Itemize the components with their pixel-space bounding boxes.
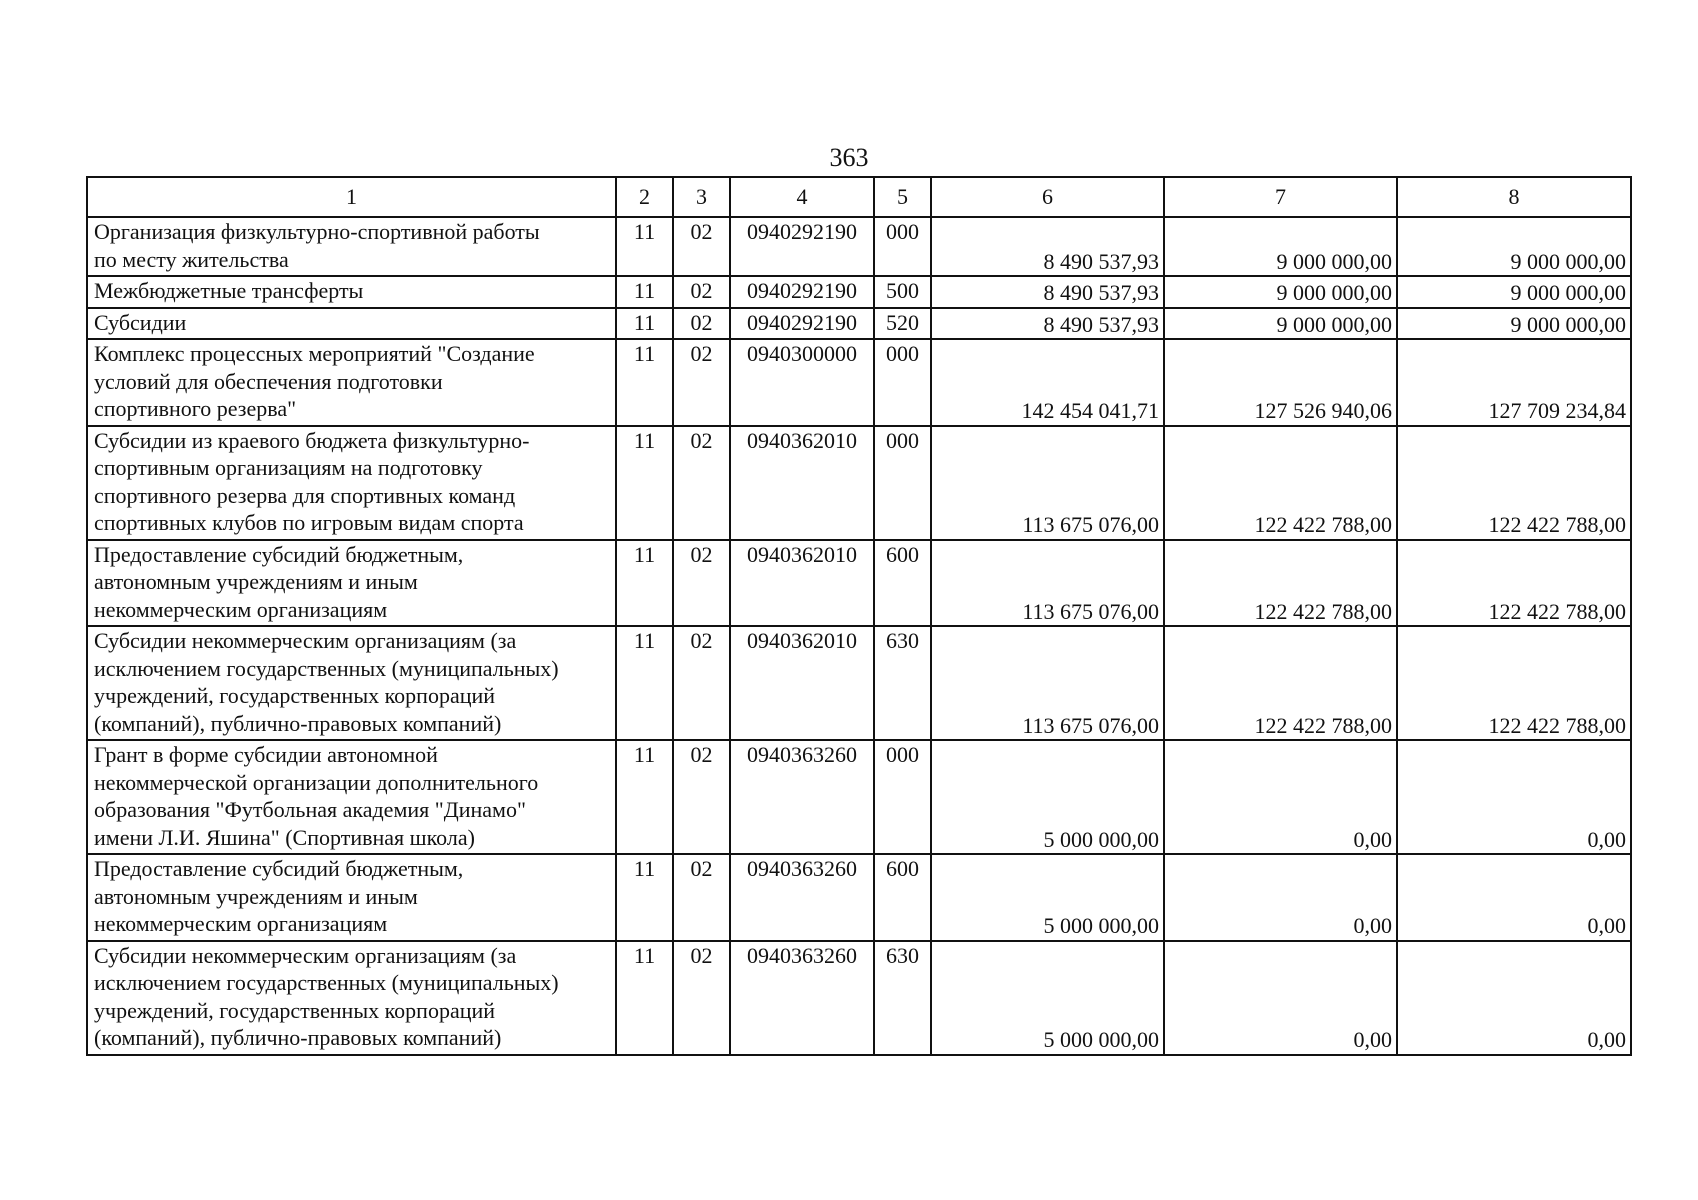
table-row (87, 276, 1631, 308)
expense-type-cell: 630 (874, 626, 931, 740)
subsection-code-cell: 02 (673, 540, 730, 627)
section-code-cell: 11 (616, 941, 673, 1055)
table-row (87, 740, 1631, 854)
amount-col7-cell: 122 422 788,00 (1164, 626, 1397, 740)
table-row (87, 426, 1631, 540)
target-article-cell: 0940292190 (730, 217, 874, 276)
header-cell: 7 (1164, 177, 1397, 217)
expense-type-cell: 600 (874, 854, 931, 941)
amount-col7-cell: 127 526 940,06 (1164, 339, 1397, 426)
section-code-cell: 11 (616, 740, 673, 854)
row-name-cell: Организация физкультурно-спортивной работы по месту жительства (87, 217, 616, 276)
section-code-cell: 11 (616, 217, 673, 276)
row-name-cell: Субсидии (87, 308, 616, 340)
table-row (87, 217, 1631, 276)
subsection-code-cell: 02 (673, 740, 730, 854)
amount-col6-cell: 8 490 537,93 (931, 276, 1164, 308)
target-article-cell: 0940362010 (730, 426, 874, 540)
header-cell: 4 (730, 177, 874, 217)
amount-col8-cell: 127 709 234,84 (1397, 339, 1631, 426)
amount-col6-cell: 5 000 000,00 (931, 941, 1164, 1055)
page-number: 363 (829, 143, 869, 172)
amount-col6-cell: 113 675 076,00 (931, 626, 1164, 740)
amount-col8-cell: 9 000 000,00 (1397, 276, 1631, 308)
target-article-cell: 0940363260 (730, 740, 874, 854)
amount-col8-cell: 9 000 000,00 (1397, 308, 1631, 340)
table-row (87, 339, 1631, 426)
budget-table (86, 176, 1632, 1056)
amount-col7-cell: 122 422 788,00 (1164, 426, 1397, 540)
expense-type-cell: 500 (874, 276, 931, 308)
amount-col7-cell: 0,00 (1164, 941, 1397, 1055)
section-code-cell: 11 (616, 854, 673, 941)
section-code-cell: 11 (616, 276, 673, 308)
header-cell: 5 (874, 177, 931, 217)
expense-type-cell: 000 (874, 217, 931, 276)
expense-type-cell: 520 (874, 308, 931, 340)
target-article-cell: 0940363260 (730, 854, 874, 941)
target-article-cell: 0940300000 (730, 339, 874, 426)
amount-col8-cell: 9 000 000,00 (1397, 217, 1631, 276)
subsection-code-cell: 02 (673, 854, 730, 941)
table-row (87, 540, 1631, 627)
amount-col8-cell: 122 422 788,00 (1397, 540, 1631, 627)
table-row (87, 626, 1631, 740)
amount-col6-cell: 8 490 537,93 (931, 217, 1164, 276)
subsection-code-cell: 02 (673, 426, 730, 540)
target-article-cell: 0940362010 (730, 626, 874, 740)
amount-col7-cell: 9 000 000,00 (1164, 276, 1397, 308)
row-name-cell: Субсидии из краевого бюджета физкультурно- спортивным организациям на подготовку спортивного резерва для спортивных команд спортивных клубов по игровым видам спорта (87, 426, 616, 540)
row-name-cell: Комплекс процессных мероприятий "Создание условий для обеспечения подготовки спортивного резерва" (87, 339, 616, 426)
subsection-code-cell: 02 (673, 626, 730, 740)
amount-col6-cell: 5 000 000,00 (931, 854, 1164, 941)
section-code-cell: 11 (616, 540, 673, 627)
expense-type-cell: 630 (874, 941, 931, 1055)
expense-type-cell: 000 (874, 426, 931, 540)
table-row (87, 308, 1631, 340)
row-name-cell: Предоставление субсидий бюджетным, автономным учреждениям и иным некоммерческим организациям (87, 854, 616, 941)
amount-col7-cell: 122 422 788,00 (1164, 540, 1397, 627)
subsection-code-cell: 02 (673, 941, 730, 1055)
amount-col6-cell: 113 675 076,00 (931, 426, 1164, 540)
header-cell: 6 (931, 177, 1164, 217)
amount-col8-cell: 0,00 (1397, 941, 1631, 1055)
row-name-cell: Субсидии некоммерческим организациям (за исключением государственных (муниципальных) учреждений, государственных корпораций (компаний), публично-правовых компаний) (87, 941, 616, 1055)
section-code-cell: 11 (616, 339, 673, 426)
row-name-cell: Субсидии некоммерческим организациям (за исключением государственных (муниципальных) учреждений, государственных корпораций (компаний), публично-правовых компаний) (87, 626, 616, 740)
section-code-cell: 11 (616, 308, 673, 340)
subsection-code-cell: 02 (673, 276, 730, 308)
amount-col7-cell: 9 000 000,00 (1164, 217, 1397, 276)
subsection-code-cell: 02 (673, 308, 730, 340)
row-name-cell: Межбюджетные трансферты (87, 276, 616, 308)
amount-col7-cell: 0,00 (1164, 854, 1397, 941)
expense-type-cell: 000 (874, 740, 931, 854)
amount-col6-cell: 5 000 000,00 (931, 740, 1164, 854)
amount-col7-cell: 0,00 (1164, 740, 1397, 854)
header-cell: 1 (87, 177, 616, 217)
section-code-cell: 11 (616, 426, 673, 540)
header-cell: 3 (673, 177, 730, 217)
expense-type-cell: 600 (874, 540, 931, 627)
target-article-cell: 0940292190 (730, 276, 874, 308)
row-name-cell: Грант в форме субсидии автономной некоммерческой организации дополнительного образования "Футбольная академия "Динамо" имени Л.И. Яшина" (Спортивная школа) (87, 740, 616, 854)
amount-col6-cell: 113 675 076,00 (931, 540, 1164, 627)
target-article-cell: 0940292190 (730, 308, 874, 340)
section-code-cell: 11 (616, 626, 673, 740)
amount-col8-cell: 0,00 (1397, 740, 1631, 854)
table-body (87, 177, 1631, 1055)
header-row (87, 177, 1631, 217)
table-row (87, 941, 1631, 1055)
amount-col7-cell: 9 000 000,00 (1164, 308, 1397, 340)
expense-type-cell: 000 (874, 339, 931, 426)
table-row (87, 854, 1631, 941)
row-name-cell: Предоставление субсидий бюджетным, автономным учреждениям и иным некоммерческим организациям (87, 540, 616, 627)
target-article-cell: 0940362010 (730, 540, 874, 627)
header-cell: 2 (616, 177, 673, 217)
amount-col8-cell: 122 422 788,00 (1397, 426, 1631, 540)
subsection-code-cell: 02 (673, 339, 730, 426)
amount-col6-cell: 8 490 537,93 (931, 308, 1164, 340)
amount-col6-cell: 142 454 041,71 (931, 339, 1164, 426)
amount-col8-cell: 0,00 (1397, 854, 1631, 941)
subsection-code-cell: 02 (673, 217, 730, 276)
target-article-cell: 0940363260 (730, 941, 874, 1055)
amount-col8-cell: 122 422 788,00 (1397, 626, 1631, 740)
header-cell: 8 (1397, 177, 1631, 217)
